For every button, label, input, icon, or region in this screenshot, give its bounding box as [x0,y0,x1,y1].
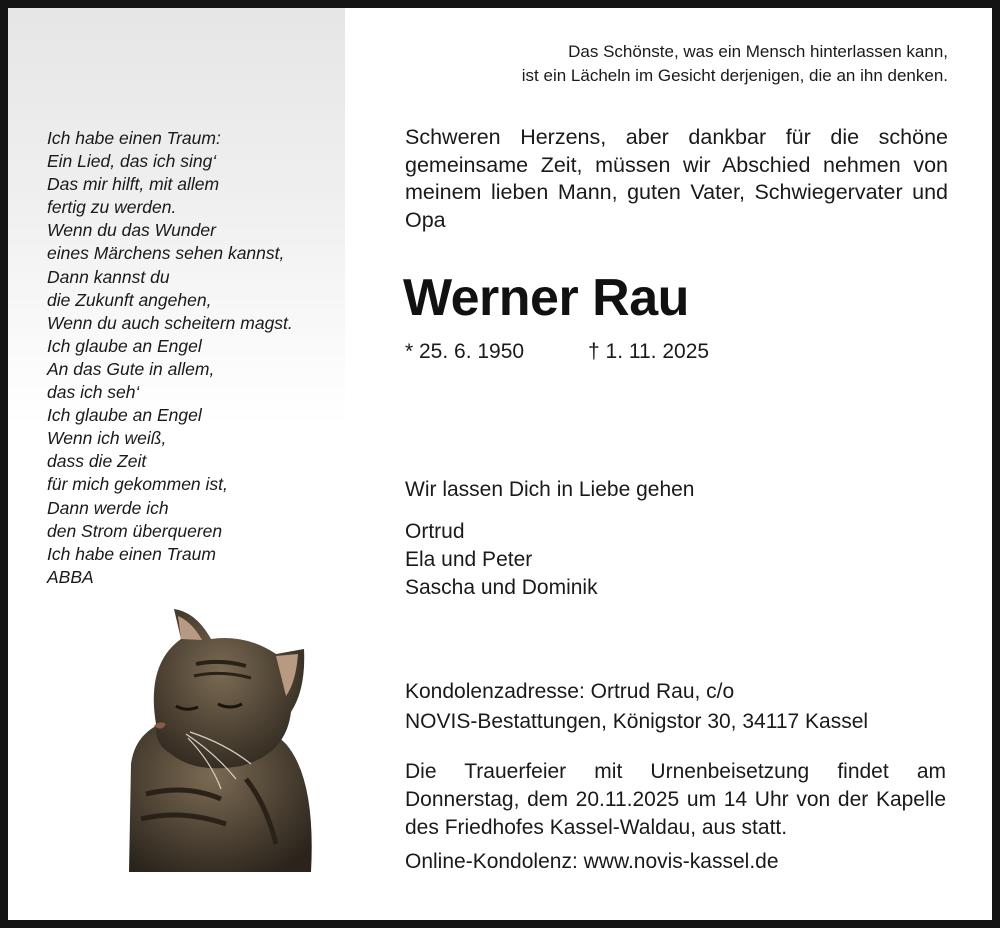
poem-author: ABBA [47,566,94,587]
poem-line: das ich seh‘ [47,382,140,403]
online-condolence-link[interactable]: Online-Kondolenz: www.novis-kassel.de [405,850,779,873]
family-member: Sascha und Dominik [405,576,598,599]
family-member: Ortrud [405,520,465,543]
poem-line: Dann werde ich [47,497,169,518]
poem-line: Ich habe einen Traum: [47,128,221,148]
poem-line: Ein Lied, das ich sing‘ [47,151,217,172]
birth-date: * 25. 6. 1950 [405,340,525,363]
poem-line: Ich glaube an Engel [47,405,202,426]
intro-text: Schweren Herzens, aber dankbar für die schöne gemeinsame Zeit, müssen wir Abschied nehmen von meinem lieben Mann, guten Vater, Schwiegervater und Opa [405,125,948,232]
address-line: Kondolenzadresse: Ortrud Rau, c/o [405,680,735,703]
quote-line: Das Schönste, was ein Mensch hinterlassen kann, [568,42,948,61]
quote-line: ist ein Lächeln im Gesicht derjenigen, die an ihn denken. [521,66,948,85]
death-date: † 1. 11. 2025 [588,340,710,363]
poem-line: Wenn du auch scheitern magst. [47,312,293,333]
farewell-text: Wir lassen Dich in Liebe gehen [405,478,695,501]
poem-line: Dann kannst du [47,266,170,287]
poem [47,127,337,589]
poem-line: Ich glaube an Engel [47,335,202,356]
poem-line: dass die Zeit [47,451,147,472]
service-info: Die Trauerfeier mit Urnenbeisetzung findet am Donnerstag, dem 20.11.2025 um 14 Uhr von der Kapelle des Friedhofes Kassel-Waldau, aus statt. [405,760,946,839]
poem-line: den Strom überqueren [47,520,223,541]
cat-photo-icon [126,604,316,874]
poem-line: Wenn du das Wunder [47,220,216,241]
poem-line: An das Gute in allem, [47,358,215,379]
poem-line: eines Märchens sehen kannst, [47,243,285,264]
poem-line: fertig zu werden. [47,197,177,218]
poem-line: die Zukunft angehen, [47,289,212,310]
poem-line: Wenn ich weiß, [47,428,167,449]
address-line: NOVIS-Bestattungen, Königstor 30, 34117 Kassel [405,710,869,733]
poem-line: für mich gekommen ist, [47,474,228,495]
family-member: Ela und Peter [405,548,533,571]
condolence-address [405,677,868,737]
life-dates [405,340,710,364]
poem-line: Das mir hilft, mit allem [47,174,220,195]
poem-line: Ich habe einen Traum [47,543,216,564]
deceased-name: Werner Rau [403,269,689,327]
family-list [405,518,598,602]
quote [400,40,948,88]
